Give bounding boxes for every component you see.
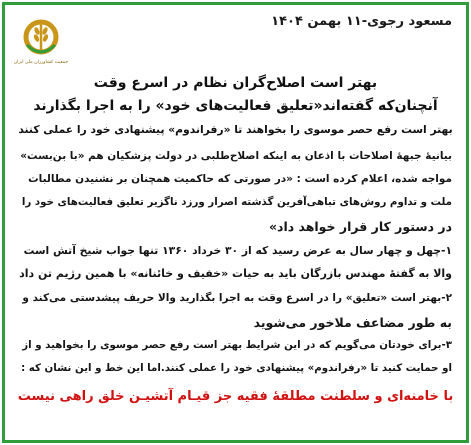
body-line: ملت و تداوم روش‌های تباهی‌آفرین گذشته اصرار ورزد ناگزیر تعلیق فعالیت‌های خود را (21, 196, 452, 208)
wheat-emblem-icon (13, 15, 69, 81)
body-line: مواجه شده، اعلام کرده است : «در صورتی که حاکمیت همچنان بر نشنیدن مطالبات (28, 173, 452, 185)
logo-caption: جمعیت کشاورزان ملی ایران (13, 60, 69, 65)
point-2-line-2: به طور مضاعف ملاخور می‌شوید (253, 315, 452, 330)
body-line: در دستور کار قرار خواهد داد» (268, 219, 452, 234)
point-1-line-2: والا به گفتهٔ مهندس بازرگان باید به حیات «خفیف و خائنانه» با همین رژیم تن داد (19, 267, 452, 280)
dateline: مسعود رجوی-۱۱ بهمن ۱۴۰۴ (271, 14, 452, 29)
point-2-line-1: ۲-بهتر است «تعلیق» را در اسرع وقت به اجرا بگذارید والا حریف پیشدستی می‌کند و (22, 292, 452, 304)
point-3-line-2: او حمایت کنید تا «رفراندوم» پیشنهادی خود را عملی کنند.اما این خط و این نشان که : (21, 362, 452, 374)
point-1-line-1: ۱-چهل و چهار سال به عرض رسید که از ۳۰ خرداد ۱۳۶۰ تنها جواب شیخ آتش است (23, 244, 452, 257)
headline-2: آنچنان‌که گفته‌اند«تعلیق فعالیت‌های خود» را به اجرا بگذارند (33, 98, 438, 114)
point-3-line-1: ۳-برای خودتان می‌گویم که در این شرایط بهتر است رفع حصر موسوی را بخواهید و از (22, 339, 452, 351)
headline-1: بهتر است اصلاح‌گران نظام در اسرع وقت (93, 75, 378, 91)
closing-slogan: با خامنه‌ای و سلطنت مطلقهٔ فقیه جز قیـام آتشیـن خلق راهی نیست (17, 389, 454, 404)
headline-3: بهتر است رفع حصر موسوی را بخواهند تا «رفراندوم» پیشنهادی خود را عملی کنند (18, 123, 453, 136)
document-frame (2, 2, 469, 443)
body-line: بیانیهٔ جبههٔ اصلاحات با اذعان به اینکه اصلاح‌طلبی در دولت پزشکیان هم «با بن‌بست» (20, 150, 452, 162)
